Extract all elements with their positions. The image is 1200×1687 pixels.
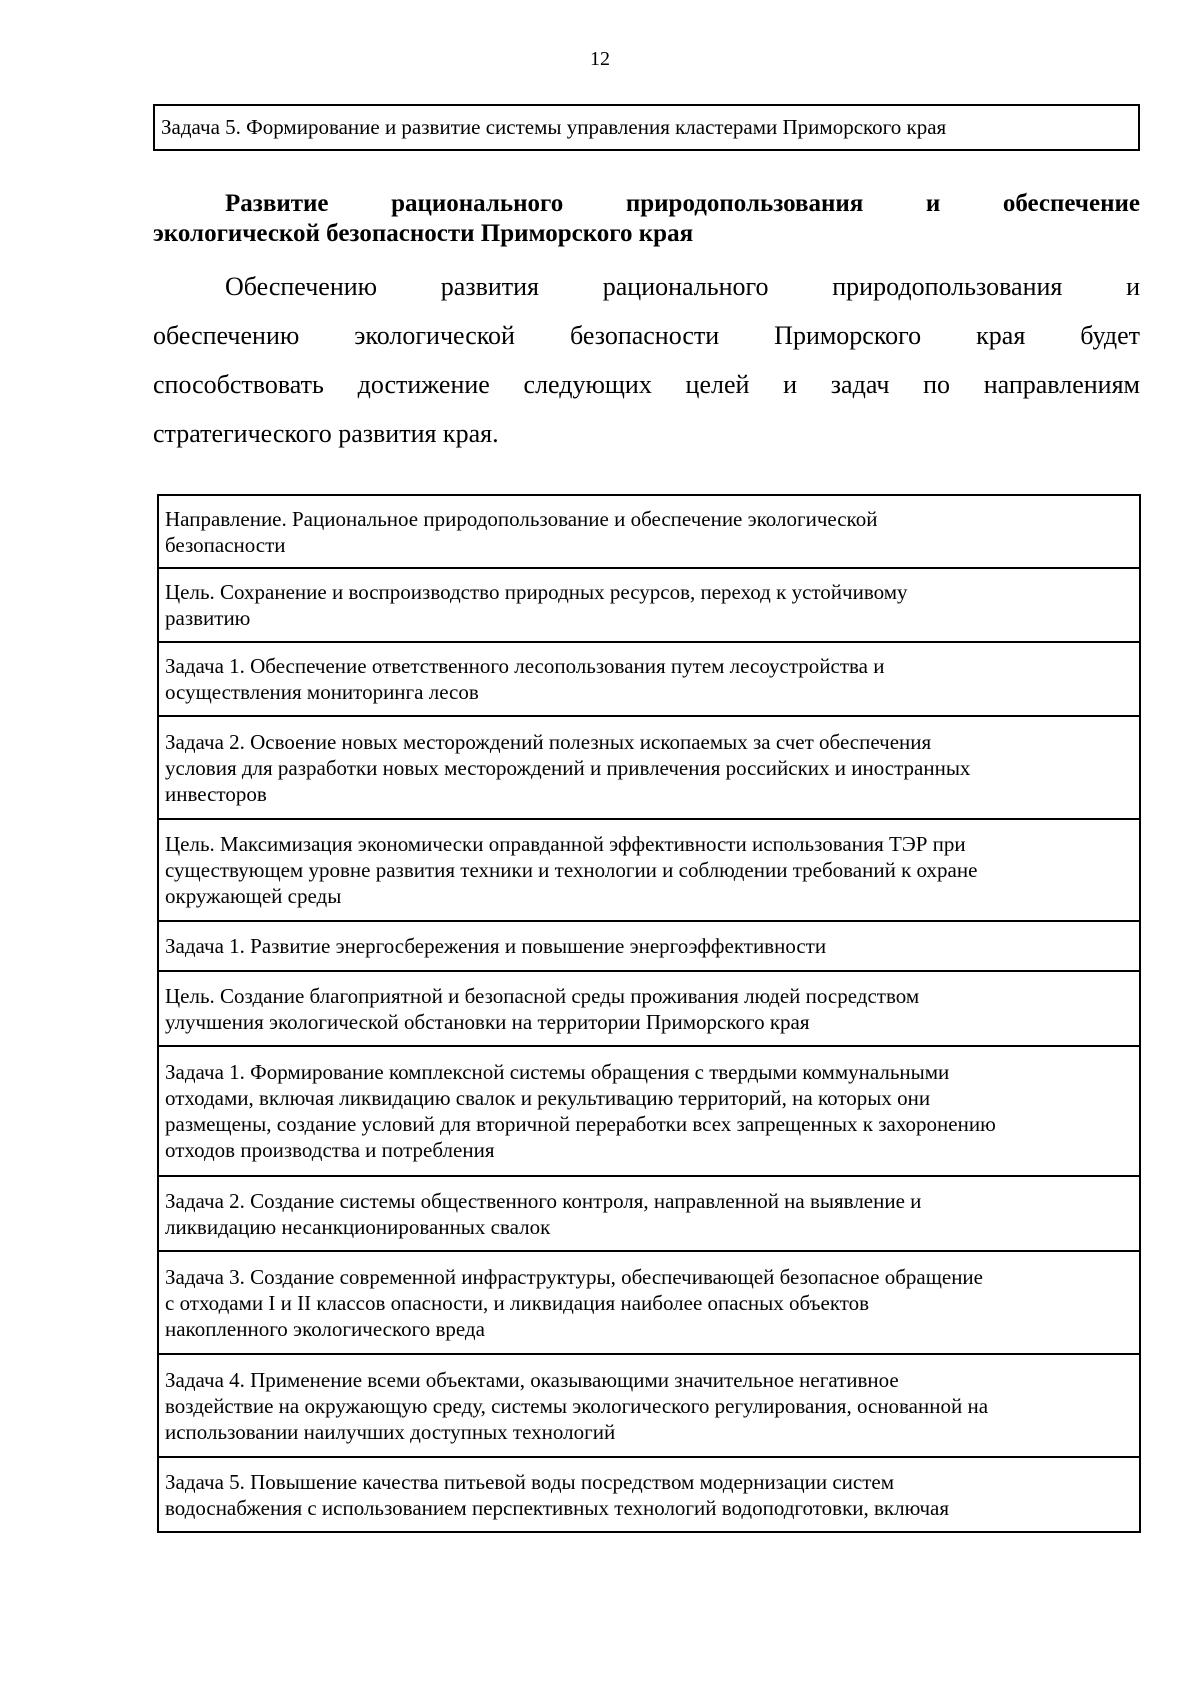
page-number: 12 (590, 48, 610, 70)
table-cell (158, 1251, 1140, 1354)
cell-line: Направление. Рациональное природопользование и обеспечение экологической (165, 506, 878, 531)
cell-line: окружающей среды (165, 884, 342, 908)
cell-line: улучшения экологической обстановки на территории Приморского края (165, 1009, 810, 1034)
cell-line: Цель. Сохранение и воспроизводство природных ресурсов, переход к устойчивому (165, 580, 908, 604)
cell-line: Задача 3. Создание современной инфраструктуры, обеспечивающей безопасное обращение (165, 1264, 983, 1289)
cell-line: Цель. Максимизация экономически оправданной эффективности использования ТЭР при (165, 832, 966, 856)
cell-line: Задача 1. Формирование комплексной системы обращения с твердыми коммунальными (165, 1060, 950, 1084)
cell-line: развитию (165, 606, 251, 630)
table-cell (158, 568, 1140, 642)
cell-line: отходами, включая ликвидацию свалок и рекультивацию территорий, на которых они (165, 1086, 931, 1110)
intro-line: Обеспечению развития рационального природопользования и (225, 272, 1140, 301)
table-cell (158, 716, 1140, 819)
table-row (158, 1457, 1140, 1532)
table-cell (158, 642, 1140, 716)
table-cell (158, 819, 1140, 921)
cell-line: Задача 4. Применение всеми объектами, оказывающими значительное негативное (165, 1367, 899, 1392)
previous-table-last-row: Задача 5. Формирование и развитие системы управления кластерами Приморского края (153, 104, 1140, 151)
cell-line: Задача 2. Создание системы общественного контроля, направленной на выявление и (165, 1188, 922, 1213)
cell-line: существующем уровне развития техники и технологии и соблюдении требований к охране (165, 858, 978, 882)
intro-line: обеспечению экологической безопасности Приморского края будет (153, 321, 1140, 350)
cell-line: водоснабжения с использованием перспективных технологий водоподготовки, включая (165, 1495, 950, 1520)
intro-line: стратегического развития края. (153, 419, 499, 448)
table-cell (158, 1046, 1140, 1176)
cell-line: с отходами I и II классов опасности, и ликвидация наиболее опасных объектов (165, 1290, 870, 1315)
cell-line: осуществления мониторинга лесов (165, 680, 479, 704)
cell-line: инвесторов (165, 781, 267, 806)
cell-line: накопленного экологического вреда (165, 1316, 485, 1341)
table-row (158, 1354, 1140, 1457)
table-cell (158, 1457, 1140, 1532)
table-row (158, 819, 1140, 921)
table-cell (158, 1176, 1140, 1251)
intro-line: способствовать достижение следующих целей и задач по направлениям (153, 370, 1140, 399)
intro-paragraph (153, 262, 1140, 458)
cell-line: Задача 5. Повышение качества питьевой воды посредством модернизации систем (165, 1469, 895, 1494)
cell-line: отходов производства и потребления (165, 1138, 495, 1162)
section-heading-line-2: экологической безопасности Приморского края (153, 220, 694, 247)
cell-line: Задача 2. Освоение новых месторождений полезных ископаемых за счет обеспечения (165, 729, 932, 754)
table-row (158, 1251, 1140, 1354)
table-cell (158, 921, 1140, 971)
table-row (158, 1176, 1140, 1251)
table-cell (158, 971, 1140, 1046)
cell-line: размещены, создание условий для вторичной переработки всех запрещенных к захоронению (165, 1112, 996, 1136)
cell-line: ликвидацию несанкционированных свалок (165, 1214, 551, 1239)
table-row (158, 716, 1140, 819)
cell-line: условия для разработки новых месторождений и привлечения российских и иностранных (165, 755, 971, 780)
cell-line: безопасности (165, 532, 286, 557)
cell-line: Задача 1. Обеспечение ответственного лесопользования путем лесоустройства и (165, 654, 885, 678)
cell-line: использовании наилучших доступных технологий (165, 1419, 616, 1444)
table-row (158, 568, 1140, 642)
table-row (158, 495, 1140, 568)
goals-table (157, 494, 1141, 1533)
table-cell (158, 495, 1140, 568)
cell-line: Цель. Создание благоприятной и безопасной среды проживания людей посредством (165, 983, 920, 1008)
table-row (158, 1046, 1140, 1176)
table-row (158, 921, 1140, 971)
table-row (158, 971, 1140, 1046)
section-heading (153, 189, 1140, 249)
section-heading-line-1: Развитие рационального природопользования и обеспечение (225, 190, 1140, 217)
cell-line: Задача 1. Развитие энергосбережения и повышение энергоэффективности (165, 934, 827, 958)
table-row (158, 642, 1140, 716)
table-cell (158, 1354, 1140, 1457)
cell-line: воздействие на окружающую среду, системы экологического регулирования, основанной на (165, 1393, 989, 1418)
